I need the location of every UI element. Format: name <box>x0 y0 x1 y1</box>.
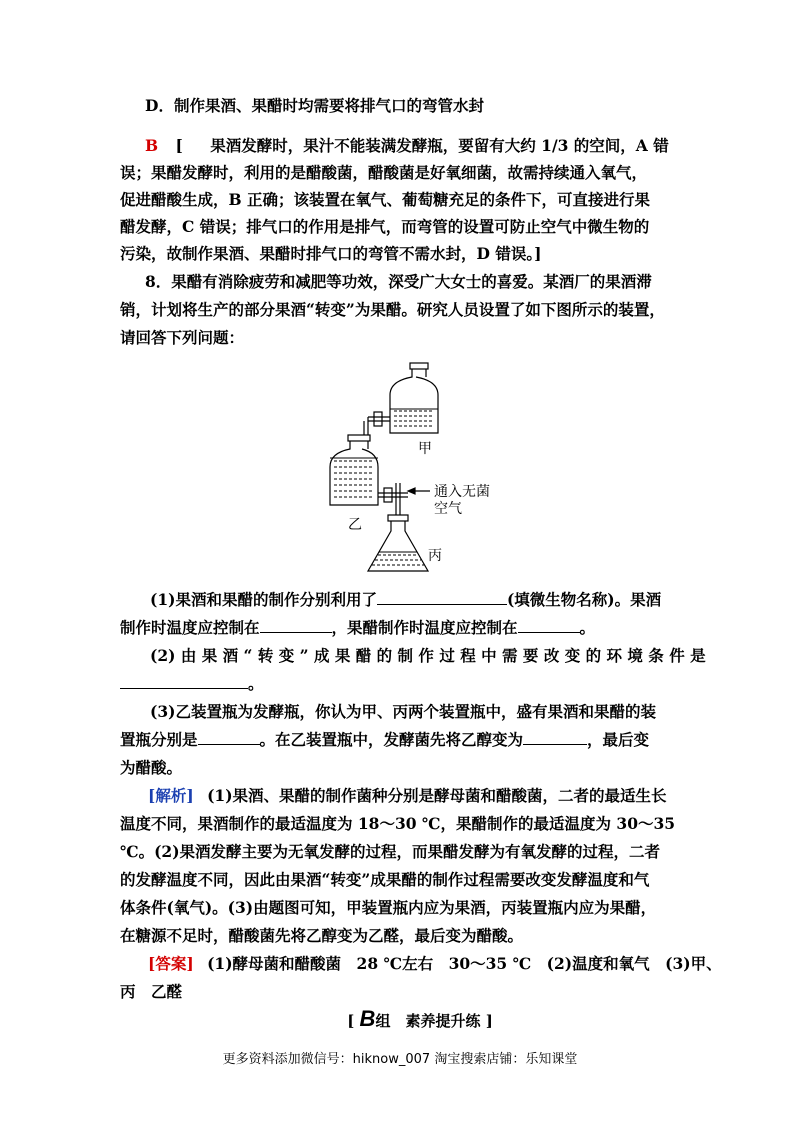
sub-question-2-line-2 <box>120 673 690 695</box>
question-8-line-1: 8．果醋有消除疲劳和减肥等功效，深受广大女士的喜爱。某酒厂的果酒滞 <box>145 272 652 291</box>
bottle-yi-liquid <box>334 461 374 497</box>
bottle-yi <box>330 435 378 505</box>
answer-key-line-2: 丙 乙醛 <box>120 982 183 1001</box>
flask-bing <box>368 515 428 571</box>
answer-letter: B <box>145 136 159 155</box>
answer-key-tag: [答案] <box>148 954 194 973</box>
answer-blank <box>120 673 248 689</box>
label-air-1: 通入无菌 <box>434 484 490 500</box>
sub-question-3-line-1: (3)乙装置瓶为发酵瓶，你认为甲、丙两个装置瓶中，盛有果酒和果醋的装 <box>150 702 656 721</box>
question-8-line-3: 请回答下列问题： <box>120 328 245 347</box>
analysis-line-4: 的发酵温度不同，因此由果酒“转变”成果醋的制作过程需要改变发酵温度和气 <box>120 870 650 889</box>
air-inlet-tube <box>378 483 408 515</box>
flask-bing-liquid <box>372 555 424 565</box>
sub-q1-text-b: (填微生物名称)。果酒 <box>506 590 662 609</box>
analysis-line-2: 温度不同，果酒制作的最适温度为 18～30 ℃，果醋制作的最适温度为 30～35 <box>120 814 676 833</box>
label-yi: 乙 <box>348 517 362 533</box>
answer-explanation-line-1 <box>145 135 715 157</box>
connector-tube-jia-yi <box>364 412 390 435</box>
sub-question-3-line-3: 为醋酸。 <box>120 758 183 777</box>
answer-explanation-line-5: 污染，故制作果酒、果醋时排气口的弯管不需水封，D 错误。] <box>120 244 542 263</box>
answer-bracket: [ <box>175 136 183 155</box>
answer-blank <box>377 589 507 605</box>
sub-q3-text-c: ，最后变 <box>587 730 650 749</box>
fermentation-apparatus-figure <box>318 355 518 580</box>
answer-blank <box>523 729 587 745</box>
sub-question-2-line-1: (2) 由 果 酒 “ 转 变 ” 成 果 醋 的 制 作 过 程 中 需 要 改 变 的 环 境 条 件 是 <box>150 646 706 665</box>
bottle-jia-liquid <box>394 411 434 426</box>
section-text: 组 素养提升练 <box>375 1012 481 1030</box>
section-letter: B <box>359 1006 376 1031</box>
sub-q2-end: 。 <box>248 674 264 693</box>
section-heading <box>330 1006 510 1032</box>
sub-q1-text-a: (1)果酒和果醋的制作分别利用了 <box>150 590 377 609</box>
footer-note: 更多资料添加微信号：hiknow_007 淘宝搜索店铺：乐知课堂 <box>222 1052 578 1067</box>
analysis-line-3: ℃。(2)果酒发酵主要为无氧发酵的过程，而果醋发酵为有氧发酵的过程，二者 <box>120 842 661 861</box>
sub-q3-text-a: 置瓶分别是 <box>120 730 198 749</box>
answer-blank <box>198 729 260 745</box>
sub-q1-text-d: ，果醋制作时温度应控制在 <box>331 618 518 637</box>
sub-q1-text-e: 。 <box>579 618 596 637</box>
analysis-line-5: 体条件(氧气)。(3)由题图可知，甲装置瓶内应为果酒，丙装置瓶内应为果醋， <box>120 898 657 917</box>
analysis-text: (1)果酒、果醋的制作菌种分别是酵母菌和醋酸菌，二者的最适生长 <box>207 786 667 805</box>
analysis-line-6: 在糖源不足时，醋酸菌先将乙醇变为乙醛，最后变为醋酸。 <box>120 926 524 945</box>
answer-blank <box>260 617 332 633</box>
sub-q3-text-b: 。在乙装置瓶中，发酵菌先将乙醇变为 <box>259 730 524 749</box>
answer-key-line-1 <box>148 953 722 975</box>
answer-explanation-line-3: 促进醋酸生成，B 正确；该装置在氧气、葡萄糖充足的条件下，可直接进行果 <box>120 190 650 209</box>
sub-q1-text-c: 制作时温度应控制在 <box>120 618 260 637</box>
section-bracket-right: ] <box>485 1012 493 1030</box>
answer-key-text: (1)酵母菌和醋酸菌 28 ℃左右 30～35 ℃ (2)温度和氧气 (3)甲、 <box>207 954 722 973</box>
answer-text: 果酒发酵时，果汁不能装满发酵瓶，要留有大约 1/3 的空间，A 错 <box>210 136 669 155</box>
question-8-line-2: 销，计划将生产的部分果酒“转变”为果醋。研究人员设置了如下图所示的装置， <box>120 300 665 319</box>
air-arrow <box>408 488 430 494</box>
analysis-tag: [解析] <box>148 786 194 805</box>
option-d: D．制作果酒、果醋时均需要将排气口的弯管水封 <box>145 96 484 115</box>
bottle-jia <box>390 363 438 433</box>
sub-question-3-line-2 <box>120 729 690 751</box>
label-air-2: 空气 <box>434 501 462 517</box>
sub-question-1-line-1 <box>150 589 720 611</box>
sub-question-1-line-2 <box>120 617 690 639</box>
answer-explanation-line-2: 误；果醋发酵时，利用的是醋酸菌，醋酸菌是好氧细菌，故需持续通入氧气， <box>120 163 648 182</box>
label-bing: 丙 <box>428 548 442 564</box>
section-bracket-left: [ <box>347 1012 355 1030</box>
label-jia: 甲 <box>418 441 432 457</box>
answer-blank <box>518 617 580 633</box>
answer-explanation-line-4: 醋发酵，C 错误；排气口的作用是排气，而弯管的设置可防止空气中微生物的 <box>120 217 650 236</box>
analysis-line-1 <box>148 785 718 807</box>
